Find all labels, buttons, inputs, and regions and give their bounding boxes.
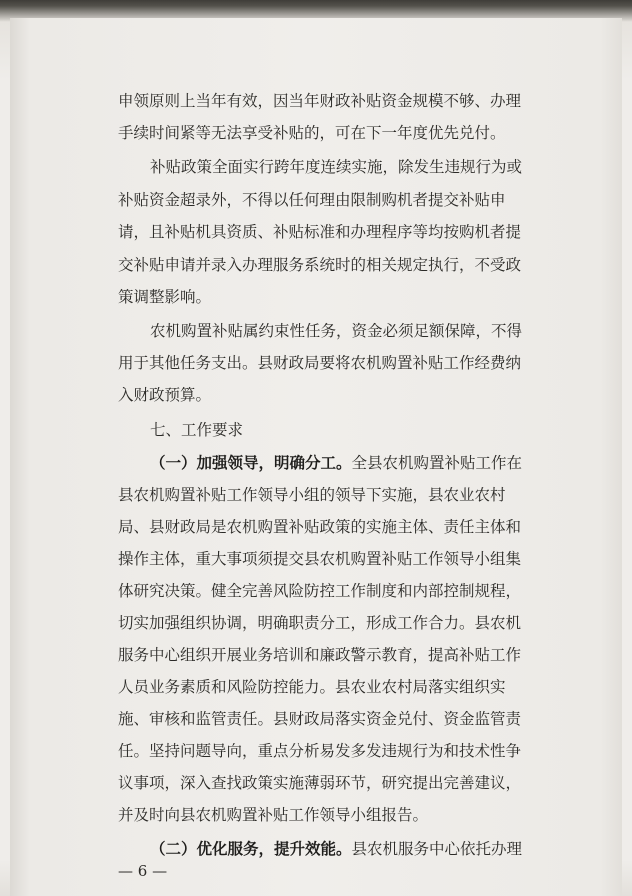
subsection-heading-one: （一）加强领导，明确分工。 (150, 453, 352, 472)
text-line: 入财政预算。 (118, 386, 212, 404)
text-line: 补贴资金超录外，不得以任何理由限制购机者提交补贴申 (118, 191, 506, 209)
text-fragment: 县农机服务中心依托办理 (351, 840, 523, 858)
text-line: 手续时间紧等无法享受补贴的，可在下一年度优先兑付。 (118, 124, 506, 142)
section-heading: 七、工作要求 (150, 421, 244, 439)
paragraph-heading-line (150, 453, 522, 473)
text-line: 施、审核和监管责任。县财政局落实资金兑付、资金监管责 (118, 710, 522, 728)
text-line: 交补贴申请并录入办理服务系统时的相关规定执行，不受政 (118, 256, 522, 274)
page-number: — 6 — (118, 862, 168, 880)
text-fragment: 全县农机购置补贴工作在 (351, 454, 523, 472)
subsection-heading-two: （二）优化服务，提升效能。 (150, 839, 352, 858)
text-line: 议事项，深入查找政策实施薄弱环节，研究提出完善建议， (118, 774, 522, 792)
text-line: 任。坚持问题导向，重点分析易发多发违规行为和技术性争 (118, 742, 522, 760)
text-line: 人员业务素质和风险防控能力。县农业农村局落实组织实 (118, 678, 506, 696)
text-line: 补贴政策全面实行跨年度连续实施，除发生违规行为或 (150, 158, 523, 176)
text-line: 用于其他任务支出。县财政局要将农机购置补贴工作经费纳 (118, 354, 522, 372)
text-line: 县农机购置补贴工作领导小组的领导下实施，县农业农村 (118, 486, 506, 504)
text-line: 切实加强组织协调，明确职责分工，形成工作合力。县农机 (118, 614, 522, 632)
paragraph-heading-line (150, 839, 522, 859)
text-line: 服务中心组织开展业务培训和廉政警示教育，提高补贴工作 (118, 646, 522, 664)
text-line: 局、县财政局是农机购置补贴政策的实施主体、责任主体和 (118, 518, 522, 536)
text-line: 请，且补贴机具资质、补贴标准和办理程序等均按购机者提 (118, 223, 522, 241)
text-line: 申领原则上当年有效，因当年财政补贴资金规模不够、办理 (118, 92, 522, 110)
text-line: 体研究决策。健全完善风险防控工作制度和内部控制规程， (118, 582, 522, 600)
text-line: 并及时向县农机购置补贴工作领导小组报告。 (118, 806, 429, 824)
text-line: 策调整影响。 (118, 288, 212, 306)
text-line: 农机购置补贴属约束性任务，资金必须足额保障，不得 (150, 322, 523, 340)
text-line: 操作主体，重大事项须提交县农机购置补贴工作领导小组集 (118, 550, 522, 568)
